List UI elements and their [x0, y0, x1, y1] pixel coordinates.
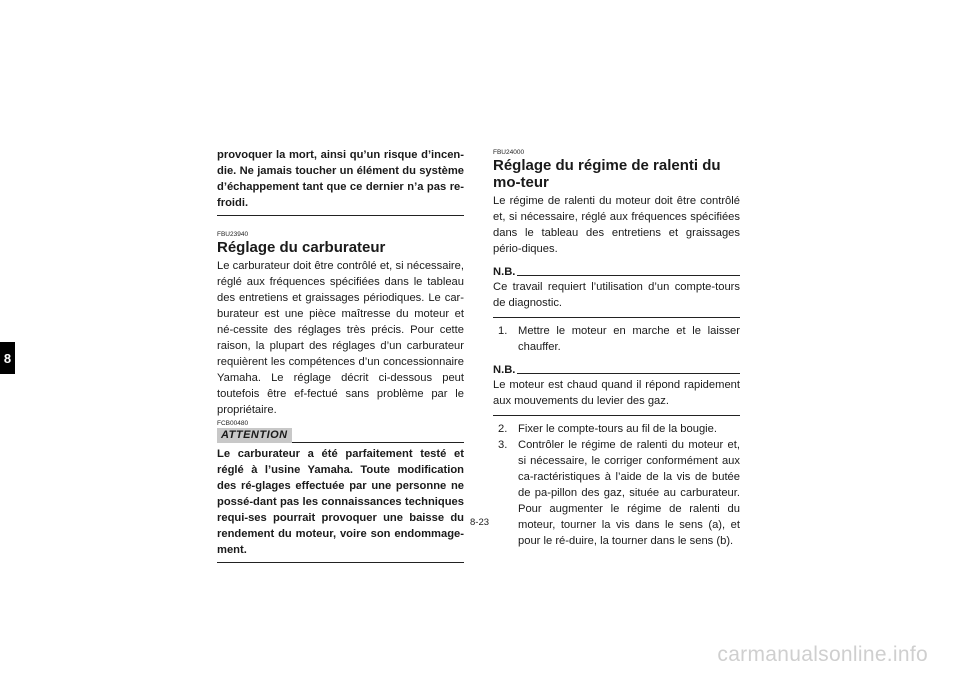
- step-text: Mettre le moteur en marche et le laisser chauffer.: [518, 325, 740, 353]
- steps-list-2: [493, 421, 740, 549]
- step-item: [493, 421, 740, 437]
- attention-header: [217, 428, 464, 443]
- nb-label: N.B.: [493, 364, 516, 376]
- attention-end-rule: [217, 562, 464, 563]
- nb-header: [493, 363, 740, 377]
- step-text: Contrôler le régime de ralenti du moteur et, si nécessaire, le corriger conformément aux ca-ractéristiques à l’aide de la vis de butée de pa-pillon des gaz, située au carburateur. Pour augmenter le régime de ralenti du moteur, tourner la vis dans le sens (a), et pour le ré-duire, la tourner dans le sens (b).: [518, 439, 740, 547]
- step-item: [493, 437, 740, 549]
- section-intro: Le régime de ralenti du moteur doit être contrôlé et, si nécessaire, réglé aux fréquences spécifiées dans le tableau des entretiens et graissages pério-diques.: [493, 195, 740, 255]
- nb-text: Ce travail requiert l’utilisation d’un compte-tours de diagnostic.: [493, 281, 740, 309]
- section-code: FBU23940: [217, 231, 249, 238]
- section-code: FBU24000: [493, 149, 525, 156]
- left-column: [217, 147, 464, 563]
- step-number: 2.: [498, 423, 508, 435]
- warning-end-rule: [217, 215, 464, 216]
- attention-rule: [292, 442, 464, 443]
- step-item: [493, 323, 740, 355]
- section-title: Réglage du régime de ralenti du mo-teur: [493, 157, 721, 191]
- step-text: Fixer le compte-tours au fil de la bougie.: [518, 423, 717, 435]
- watermark: carmanualsonline.info: [717, 643, 928, 666]
- attention-badge: ATTENTION: [217, 428, 292, 443]
- right-column: [493, 147, 740, 549]
- nb-label: N.B.: [493, 266, 516, 278]
- steps-list-1: [493, 323, 740, 355]
- nb-rule: [517, 373, 740, 374]
- chapter-tab: 8: [0, 342, 15, 374]
- nb-rule: [517, 275, 740, 276]
- nb-end-rule: [493, 317, 740, 318]
- warning-continuation: provoquer la mort, ainsi qu’un risque d’incen-die. Ne jamais toucher un élément du système d’échappement tant que ce dernier n’a pas re-froidi.: [217, 149, 464, 209]
- nb-end-rule: [493, 415, 740, 416]
- section-body: Le carburateur doit être contrôlé et, si nécessaire, réglé aux fréquences spécifiées dans le tableau des entretiens et graissages périodiques. Le car-burateur est une pièce maîtresse du moteur et né-cessite des réglages très précis. Pour cette raison, la plupart des réglages d’un carburateur requièrent les compétences d’un concessionnaire Yamaha. Le réglage décrit ci-dessous peut toutefois être ef-fectué sans problème par le propriétaire.: [217, 260, 464, 416]
- page-number: 8-23: [470, 517, 490, 528]
- step-number: 3.: [498, 439, 508, 451]
- section-title: Réglage du carburateur: [217, 239, 386, 256]
- step-number: 1.: [498, 325, 508, 337]
- nb-header: [493, 265, 740, 279]
- attention-text: Le carburateur a été parfaitement testé et réglé à l’usine Yamaha. Toute modification des ré-glages effectuée par une personne ne possé-dant pas les connaissances techniques requi-ses pourrait provoquer une baisse du rendement du moteur, voire son endommage-ment.: [217, 448, 464, 556]
- nb-text: Le moteur est chaud quand il répond rapidement aux mouvements du levier des gaz.: [493, 379, 740, 407]
- attention-code: FCB00480: [217, 420, 249, 427]
